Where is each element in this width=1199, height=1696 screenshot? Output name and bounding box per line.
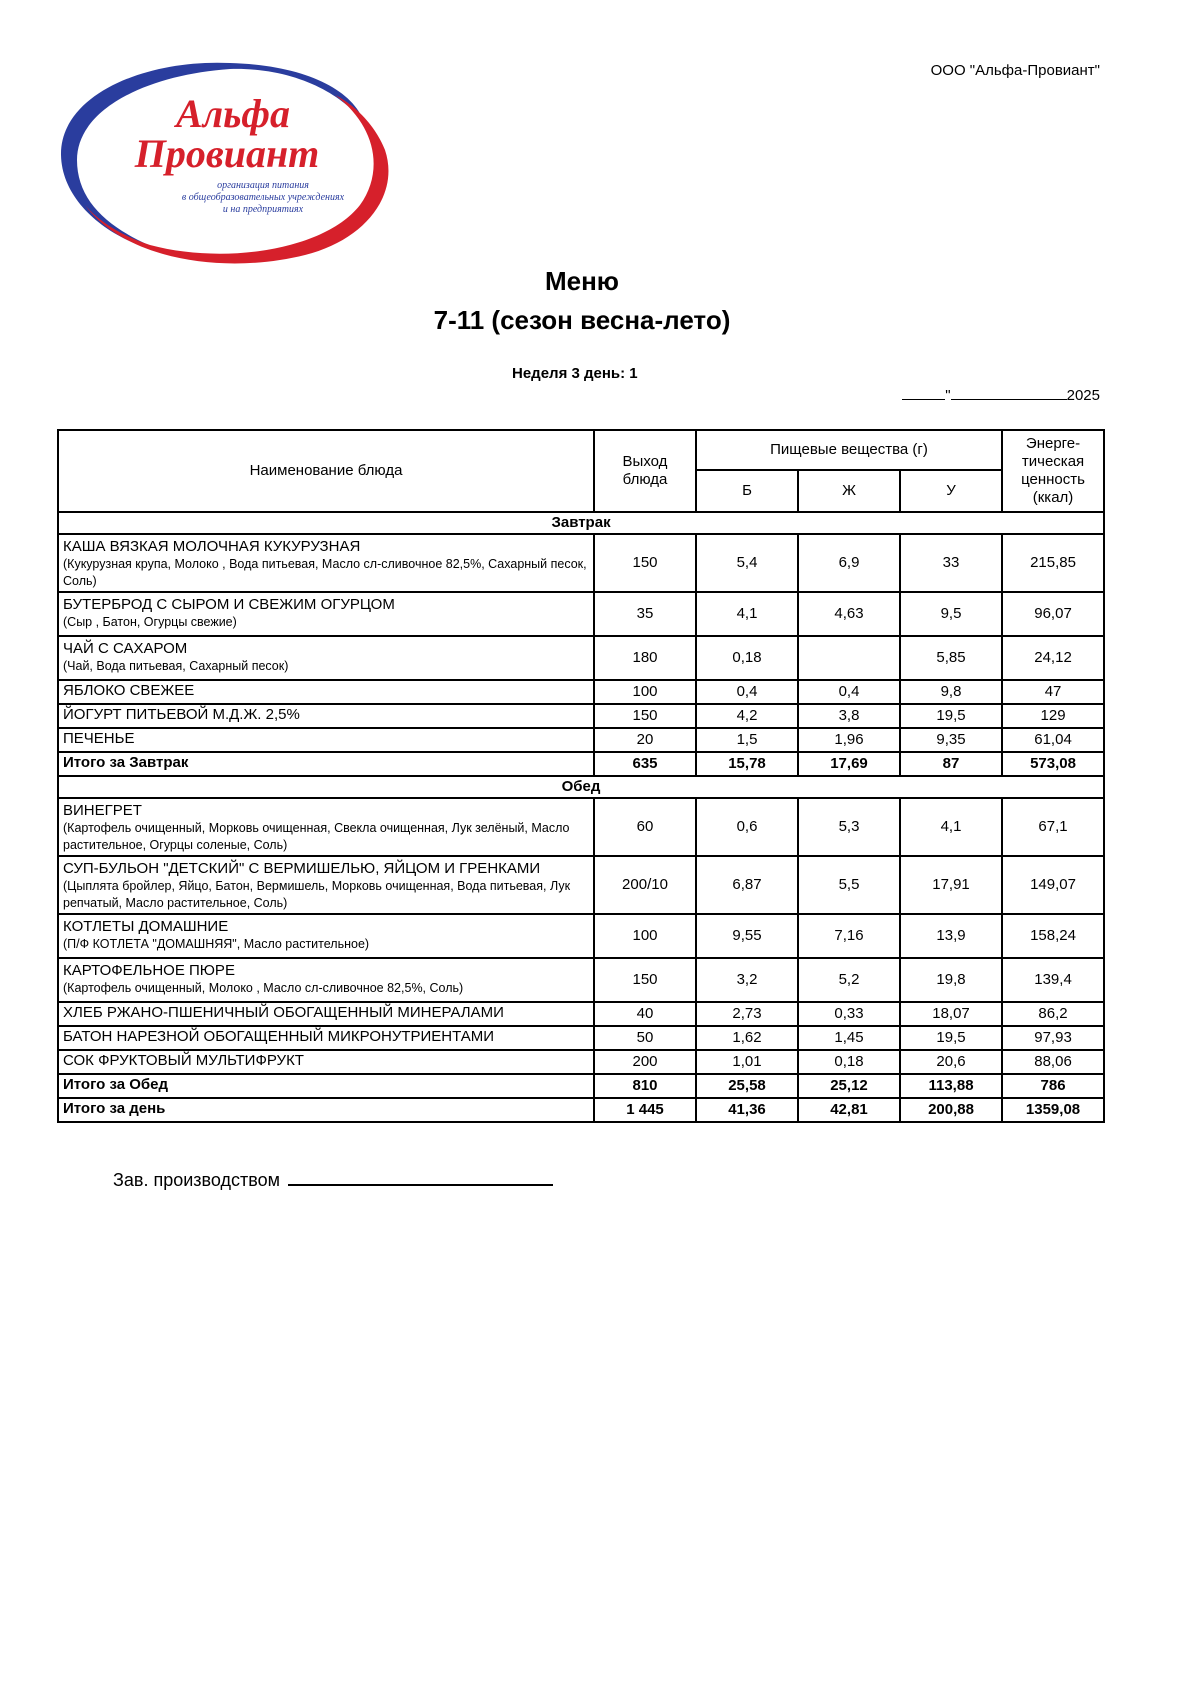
dish-kcal: 129 — [1002, 704, 1104, 728]
dish-carbs: 17,91 — [900, 856, 1002, 914]
dish-fat: 6,9 — [798, 534, 900, 592]
dish-ingredients: (Сыр , Батон, Огурцы свежие) — [63, 615, 237, 629]
dish-fat — [798, 636, 900, 680]
date-day-blank — [902, 387, 945, 400]
dish-name: ХЛЕБ РЖАНО-ПШЕНИЧНЫЙ ОБОГАЩЕННЫЙ МИНЕРАЛАМИ — [63, 1004, 504, 1021]
dish-yield: 200/10 — [594, 856, 696, 914]
dish-carbs: 4,1 — [900, 798, 1002, 856]
dish-carbs: 18,07 — [900, 1002, 1002, 1026]
total-carbs: 87 — [900, 752, 1002, 776]
dish-fat: 5,2 — [798, 958, 900, 1002]
dish-carbs: 9,35 — [900, 728, 1002, 752]
dish-kcal: 24,12 — [1002, 636, 1104, 680]
header-carbs: У — [900, 470, 1002, 512]
dish-row — [58, 958, 1104, 1002]
dish-name: СОК ФРУКТОВЫЙ МУЛЬТИФРУКТ — [63, 1052, 304, 1069]
dish-name-cell — [58, 856, 594, 914]
dish-protein: 0,18 — [696, 636, 798, 680]
dish-name: ПЕЧЕНЬЕ — [63, 730, 135, 747]
section-label: Завтрак — [58, 512, 1104, 534]
dish-name-cell — [58, 798, 594, 856]
dish-name-cell — [58, 534, 594, 592]
total-kcal: 573,08 — [1002, 752, 1104, 776]
week-day-label: Неделя 3 день: 1 — [512, 365, 638, 382]
total-kcal: 1359,08 — [1002, 1098, 1104, 1122]
dish-name: КАША ВЯЗКАЯ МОЛОЧНАЯ КУКУРУЗНАЯ — [63, 538, 361, 555]
dish-name-cell — [58, 1002, 594, 1026]
section-row — [58, 512, 1104, 534]
dish-ingredients: (Цыплята бройлер, Яйцо, Батон, Вермишель, Морковь очищенная, Вода питьевая, Лук репчатый, Масло растительное, Соль) — [63, 879, 571, 910]
total-fat: 25,12 — [798, 1074, 900, 1098]
dish-kcal: 149,07 — [1002, 856, 1104, 914]
dish-name-cell — [58, 1026, 594, 1050]
dish-row — [58, 680, 1104, 704]
total-row — [58, 1098, 1104, 1122]
dish-name: ЯБЛОКО СВЕЖЕЕ — [63, 682, 195, 699]
dish-ingredients: (Кукурузная крупа, Молоко , Вода питьевая, Масло сл-сливочное 82,5%, Сахарный песок, Соль) — [63, 557, 587, 588]
logo-line1: Альфа — [175, 91, 291, 136]
dish-protein: 6,87 — [696, 856, 798, 914]
dish-yield: 20 — [594, 728, 696, 752]
total-carbs: 200,88 — [900, 1098, 1002, 1122]
dish-protein: 9,55 — [696, 914, 798, 958]
dish-carbs: 5,85 — [900, 636, 1002, 680]
dish-fat: 1,45 — [798, 1026, 900, 1050]
total-protein: 25,58 — [696, 1074, 798, 1098]
section-row — [58, 776, 1104, 798]
dish-name-cell — [58, 592, 594, 636]
dish-protein: 5,4 — [696, 534, 798, 592]
dish-protein: 0,6 — [696, 798, 798, 856]
dish-fat: 0,33 — [798, 1002, 900, 1026]
dish-name: КОТЛЕТЫ ДОМАШНИЕ — [63, 918, 229, 935]
dish-carbs: 9,8 — [900, 680, 1002, 704]
logo-sub2: в общеобразовательных учреждениях — [181, 192, 345, 203]
total-protein: 41,36 — [696, 1098, 798, 1122]
dish-kcal: 215,85 — [1002, 534, 1104, 592]
dish-name: ЧАЙ С САХАРОМ — [63, 640, 188, 657]
total-yield: 1 445 — [594, 1098, 696, 1122]
dish-fat: 0,4 — [798, 680, 900, 704]
dish-ingredients: (П/Ф КОТЛЕТА "ДОМАШНЯЯ", Масло растительное) — [63, 937, 370, 951]
total-yield: 635 — [594, 752, 696, 776]
dish-name: ВИНЕГРЕТ — [63, 802, 142, 819]
total-yield: 810 — [594, 1074, 696, 1098]
dish-name: ЙОГУРТ ПИТЬЕВОЙ М.Д.Ж. 2,5% — [63, 706, 300, 723]
dish-yield: 150 — [594, 958, 696, 1002]
dish-protein: 3,2 — [696, 958, 798, 1002]
dish-protein: 1,62 — [696, 1026, 798, 1050]
dish-name-cell — [58, 704, 594, 728]
dish-row — [58, 728, 1104, 752]
menu-table — [57, 429, 1105, 1123]
dish-yield: 200 — [594, 1050, 696, 1074]
page-title: Меню — [544, 266, 620, 296]
dish-row — [58, 592, 1104, 636]
dish-yield: 150 — [594, 704, 696, 728]
header-yield: Выход блюда — [594, 430, 696, 512]
dish-carbs: 19,8 — [900, 958, 1002, 1002]
dish-name-cell — [58, 958, 594, 1002]
dish-kcal: 86,2 — [1002, 1002, 1104, 1026]
dish-fat: 4,63 — [798, 592, 900, 636]
dish-kcal: 67,1 — [1002, 798, 1104, 856]
page-subtitle: 7-11 (сезон весна-лето) — [433, 305, 731, 335]
header-fat: Ж — [798, 470, 900, 512]
dish-kcal: 158,24 — [1002, 914, 1104, 958]
dish-row — [58, 704, 1104, 728]
dish-row — [58, 1050, 1104, 1074]
dish-yield: 35 — [594, 592, 696, 636]
header-dish-name: Наименование блюда — [58, 430, 594, 512]
dish-yield: 50 — [594, 1026, 696, 1050]
dish-row — [58, 534, 1104, 592]
logo-sub1: организация питания — [217, 180, 309, 191]
dish-row — [58, 856, 1104, 914]
dish-fat: 5,5 — [798, 856, 900, 914]
dish-name-cell — [58, 728, 594, 752]
dish-name-cell — [58, 680, 594, 704]
dish-kcal: 97,93 — [1002, 1026, 1104, 1050]
company-name: ООО "Альфа-Провиант" — [930, 62, 1100, 79]
dish-name: БАТОН НАРЕЗНОЙ ОБОГАЩЕННЫЙ МИКРОНУТРИЕНТАМИ — [63, 1028, 495, 1045]
dish-ingredients: (Картофель очищенный, Морковь очищенная, Свекла очищенная, Лук зелёный, Масло растительное, Огурцы соленые, Соль) — [63, 821, 570, 852]
signature-line — [288, 1184, 553, 1186]
dish-kcal: 88,06 — [1002, 1050, 1104, 1074]
total-row — [58, 752, 1104, 776]
total-label: Итого за день — [58, 1098, 594, 1122]
total-carbs: 113,88 — [900, 1074, 1002, 1098]
total-protein: 15,78 — [696, 752, 798, 776]
dish-carbs: 19,5 — [900, 1026, 1002, 1050]
dish-fat: 5,3 — [798, 798, 900, 856]
dish-protein: 4,1 — [696, 592, 798, 636]
dish-yield: 60 — [594, 798, 696, 856]
header-protein: Б — [696, 470, 798, 512]
signature-block — [113, 1170, 553, 1191]
dish-row — [58, 1026, 1104, 1050]
dish-carbs: 9,5 — [900, 592, 1002, 636]
dish-name-cell — [58, 636, 594, 680]
dish-carbs: 20,6 — [900, 1050, 1002, 1074]
dish-yield: 180 — [594, 636, 696, 680]
dish-kcal: 139,4 — [1002, 958, 1104, 1002]
dish-carbs: 13,9 — [900, 914, 1002, 958]
date-year: 2025 — [1066, 387, 1100, 404]
dish-yield: 150 — [594, 534, 696, 592]
dish-ingredients: (Чай, Вода питьевая, Сахарный песок) — [63, 659, 289, 673]
total-label: Итого за Обед — [58, 1074, 594, 1098]
dish-kcal: 47 — [1002, 680, 1104, 704]
dish-row — [58, 1002, 1104, 1026]
total-fat: 42,81 — [798, 1098, 900, 1122]
header-energy: Энерге- тическая ценность (ккал) — [1002, 430, 1104, 512]
section-label: Обед — [58, 776, 1104, 798]
date-month-blank — [951, 387, 1067, 400]
dish-fat: 1,96 — [798, 728, 900, 752]
dish-name: БУТЕРБРОД С СЫРОМ И СВЕЖИМ ОГУРЦОМ — [63, 596, 395, 613]
logo-sub3: и на предприятиях — [222, 204, 304, 215]
company-logo — [55, 55, 395, 270]
logo-line2: Провиант — [134, 131, 320, 176]
dish-yield: 100 — [594, 914, 696, 958]
total-label: Итого за Завтрак — [58, 752, 594, 776]
dish-carbs: 19,5 — [900, 704, 1002, 728]
total-row — [58, 1074, 1104, 1098]
dish-yield: 40 — [594, 1002, 696, 1026]
dish-ingredients: (Картофель очищенный, Молоко , Масло сл-сливочное 82,5%, Соль) — [63, 981, 464, 995]
dish-fat: 0,18 — [798, 1050, 900, 1074]
dish-kcal: 96,07 — [1002, 592, 1104, 636]
date-quote: " — [945, 387, 951, 404]
date-line — [902, 387, 1100, 404]
dish-fat: 7,16 — [798, 914, 900, 958]
dish-fat: 3,8 — [798, 704, 900, 728]
dish-name-cell — [58, 914, 594, 958]
dish-protein: 1,01 — [696, 1050, 798, 1074]
total-fat: 17,69 — [798, 752, 900, 776]
dish-carbs: 33 — [900, 534, 1002, 592]
dish-yield: 100 — [594, 680, 696, 704]
total-kcal: 786 — [1002, 1074, 1104, 1098]
dish-name: КАРТОФЕЛЬНОЕ ПЮРЕ — [63, 962, 235, 979]
dish-name: СУП-БУЛЬОН "ДЕТСКИЙ" С ВЕРМИШЕЛЬЮ, ЯЙЦОМ И ГРЕНКАМИ — [63, 860, 541, 877]
signature-label: Зав. производством — [113, 1170, 280, 1190]
dish-protein: 0,4 — [696, 680, 798, 704]
dish-name-cell — [58, 1050, 594, 1074]
header-nutrients: Пищевые вещества (г) — [696, 430, 1002, 470]
dish-protein: 2,73 — [696, 1002, 798, 1026]
dish-protein: 1,5 — [696, 728, 798, 752]
dish-protein: 4,2 — [696, 704, 798, 728]
dish-row — [58, 914, 1104, 958]
dish-row — [58, 636, 1104, 680]
dish-kcal: 61,04 — [1002, 728, 1104, 752]
dish-row — [58, 798, 1104, 856]
